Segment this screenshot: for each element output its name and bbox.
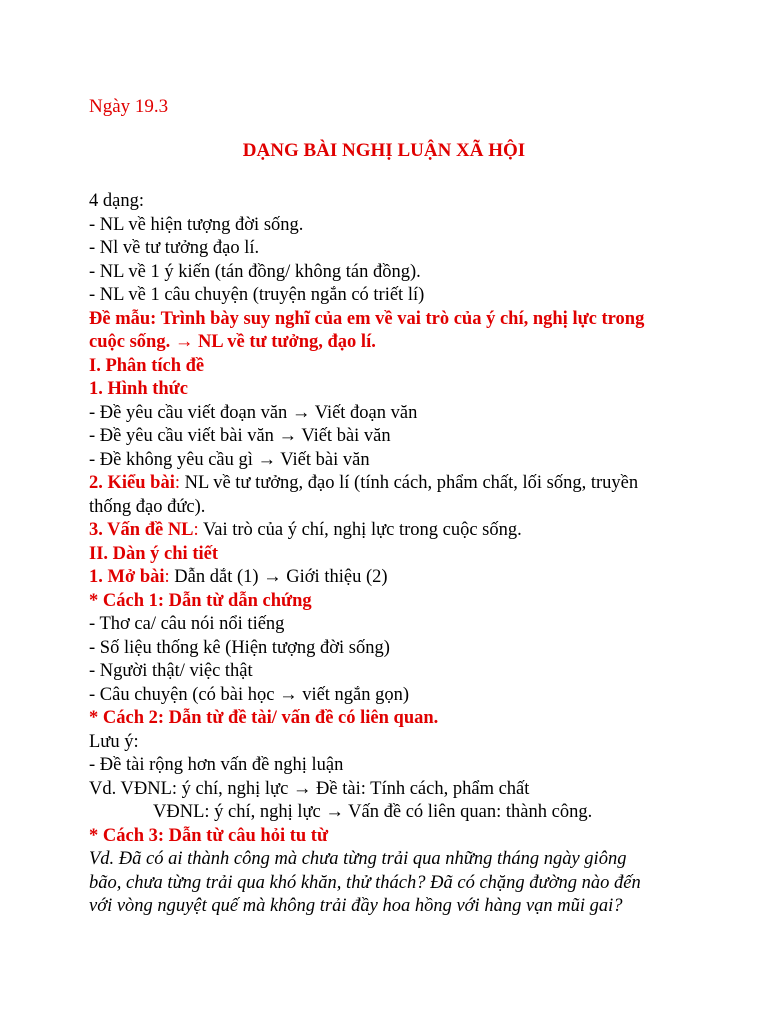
mo-bai-text: Dẫn dắt (1) → Giới thiệu (2) bbox=[169, 567, 388, 587]
mo-bai-colon: : bbox=[164, 567, 170, 587]
method-heading: * Cách 3: Dẫn từ câu hỏi tu từ bbox=[89, 825, 329, 846]
form-item: - Đề không yêu cầu gì → Viết bài văn bbox=[89, 449, 370, 470]
date-heading: Ngày 19.3 bbox=[89, 96, 169, 117]
section-heading: I. Phân tích đề bbox=[89, 355, 205, 376]
van-de-colon: : bbox=[193, 520, 199, 540]
kieu-bai-text: NL về tư tưởng, đạo lí (tính cách, phẩm chất, lối sống, truyền bbox=[179, 473, 639, 493]
van-de-line bbox=[89, 519, 709, 543]
type-item: - NL về hiện tượng đời sống. bbox=[89, 214, 304, 235]
kieu-bai-label: 2. Kiểu bài bbox=[89, 473, 175, 493]
method-heading: * Cách 1: Dẫn từ dẫn chứng bbox=[89, 590, 312, 611]
rhetorical-example-line: bão, chưa từng trải qua khó khăn, thử thách? Đã có chặng đường nào đến bbox=[89, 872, 641, 893]
sample-prompt-line: Đề mẫu: Trình bày suy nghĩ của em về vai trò của ý chí, nghị lực trong bbox=[89, 308, 645, 329]
section-heading: II. Dàn ý chi tiết bbox=[89, 543, 218, 564]
mo-bai-line bbox=[89, 566, 709, 590]
example-line: Vd. VĐNL: ý chí, nghị lực → Đề tài: Tính cách, phẩm chất bbox=[89, 778, 530, 799]
method-item: - Số liệu thống kê (Hiện tượng đời sống) bbox=[89, 637, 390, 658]
note-label: Lưu ý: bbox=[89, 731, 139, 752]
method-item: - Người thật/ việc thật bbox=[89, 661, 253, 681]
method-item: - Câu chuyện (có bài học → viết ngắn gọn) bbox=[89, 684, 410, 705]
kieu-bai-line-cont: thống đạo đức). bbox=[89, 496, 206, 517]
kieu-bai-colon: : bbox=[174, 473, 180, 493]
document-body bbox=[89, 190, 709, 919]
subsection-heading: 1. Hình thức bbox=[89, 379, 188, 399]
mo-bai-label: 1. Mở bài bbox=[89, 567, 165, 587]
method-item: - Thơ ca/ câu nói nổi tiếng bbox=[89, 614, 285, 634]
rhetorical-example-line: với vòng nguyệt quế mà không trải đầy hoa hồng với hàng vạn mũi gai? bbox=[89, 896, 623, 916]
kieu-bai-line bbox=[89, 472, 709, 496]
type-item: - Nl về tư tưởng đạo lí. bbox=[89, 238, 260, 258]
method-heading: * Cách 2: Dẫn từ đề tài/ vấn đề có liên quan. bbox=[89, 708, 439, 728]
type-item: - NL về 1 ý kiến (tán đồng/ không tán đồng). bbox=[89, 261, 421, 282]
van-de-text: Vai trò của ý chí, nghị lực trong cuộc sống. bbox=[198, 520, 522, 540]
form-item: - Đề yêu cầu viết đoạn văn → Viết đoạn văn bbox=[89, 402, 418, 423]
form-item: - Đề yêu cầu viết bài văn → Viết bài văn bbox=[89, 426, 391, 446]
sample-prompt-line: cuộc sống. → NL về tư tưởng, đạo lí. bbox=[89, 332, 376, 352]
page-title: DẠNG BÀI NGHỊ LUẬN XÃ HỘI bbox=[242, 140, 526, 161]
van-de-label: 3. Vấn đề NL bbox=[89, 520, 194, 540]
example-line: VĐNL: ý chí, nghị lực → Vấn đề có liên quan: thành công. bbox=[153, 802, 593, 822]
type-item: - NL về 1 câu chuyện (truyện ngắn có triết lí) bbox=[89, 285, 425, 305]
note-item: - Đề tài rộng hơn vấn đề nghị luận bbox=[89, 755, 344, 775]
intro-line: 4 dạng: bbox=[89, 191, 144, 211]
rhetorical-example-line: Vd. Đã có ai thành công mà chưa từng trải qua những tháng ngày giông bbox=[89, 849, 627, 869]
